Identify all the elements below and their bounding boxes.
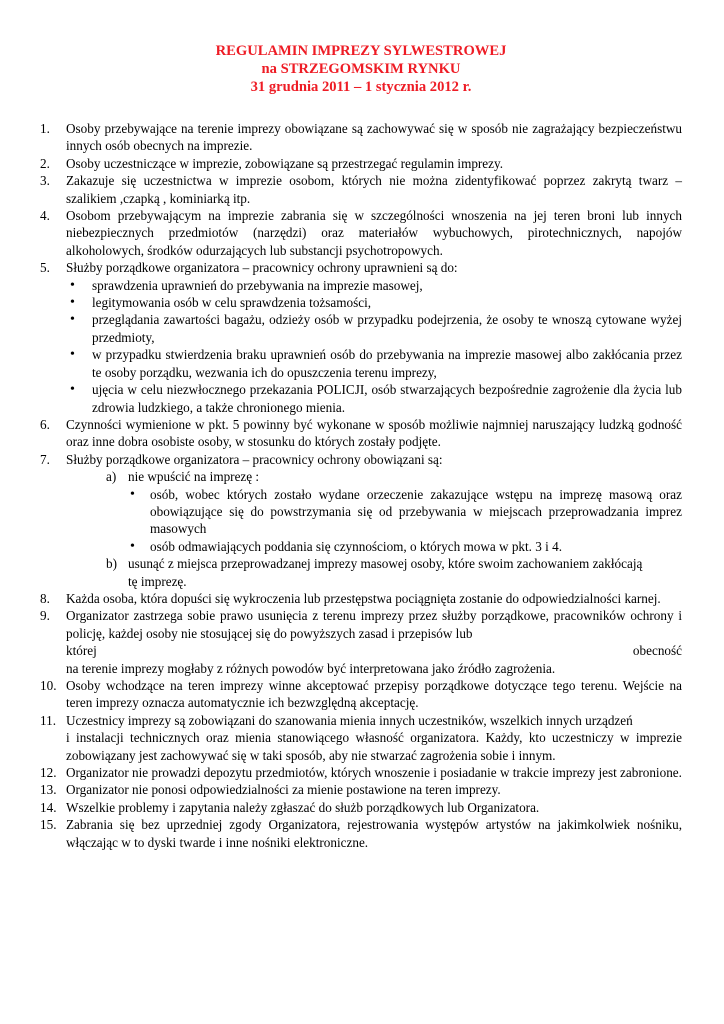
- rule-number: 14.: [40, 799, 57, 815]
- rule-text: na terenie imprezy mogłaby z różnych powodów być interpretowana jako źródło zagrożenia.: [66, 660, 556, 676]
- rule-number: 2.: [40, 155, 50, 171]
- rules-list: [40, 120, 682, 851]
- rule-text: Organizator nie prowadzi depozytu przedmiotów, których wnoszenie i posiadanie w trakcie imprezy jest zabronione.: [66, 765, 682, 781]
- rule-number: 3.: [40, 173, 50, 189]
- rule-number: 12.: [40, 765, 57, 781]
- rule-text: Osoby uczestniczące w imprezie, zobowiązane są przestrzegać regulamin imprezy.: [66, 155, 504, 171]
- sub-text: usunąć z miejsca przeprowadzanej imprezy masowej osoby, które swoim zachowaniem zakłócają: [128, 556, 643, 572]
- rule-text: Zakazuje się uczestnictwa w imprezie osobom, których nie można zidentyfikować poprzez zakrytą twarz – szalikiem ,czapką , kominiarką itp.: [66, 173, 682, 206]
- rule-7: [40, 451, 682, 468]
- rule-text: Służby porządkowe organizatora – pracownicy ochrony obowiązani są:: [66, 451, 443, 467]
- rule-14: [40, 799, 682, 816]
- rule-7-sub-b: [106, 555, 682, 572]
- rule-9: [40, 607, 682, 659]
- title-line-2: na STRZEGOMSKIM RYNKU: [261, 61, 461, 77]
- title-line-1: REGULAMIN IMPREZY SYLWESTROWEJ: [215, 43, 507, 59]
- rule-12: [40, 764, 682, 781]
- rule-number: 1.: [40, 121, 50, 136]
- rule-number: 15.: [40, 817, 57, 833]
- rule-number: 4.: [40, 208, 50, 224]
- rule-4: [40, 207, 682, 259]
- rule-text: Organizator nie ponosi odpowiedzialności za mienie postawione na teren imprezy.: [66, 782, 501, 798]
- rule-7-a-bullet-1: • osób, wobec których zostało wydane orzeczenie zakazujące wstępu na imprezę masową oraz obowiązujące się do powstrzymania się od przebywania w miejscach przeprowadzania imprez masowych: [128, 486, 682, 538]
- rule-7-a-bullet-2: • osób odmawiających poddania się czynnościom, o których mowa w pkt. 3 i 4.: [128, 538, 682, 555]
- rule-10: [40, 677, 682, 712]
- sub-number: b): [106, 556, 117, 572]
- rule-5-bullet-2: • legitymowania osób w celu sprawdzenia tożsamości,: [66, 294, 682, 311]
- rule-5-bullet-5: • ujęcia w celu niezwłocznego przekazania POLICJI, osób stwarzających bezpośrednie zagrożenie dla życia lub zdrowia ludzkiego, a także chronionego mienia.: [66, 381, 682, 416]
- rule-13: [40, 781, 682, 798]
- sub-text: nie wpuścić na imprezę :: [128, 469, 260, 485]
- title-line-3: 31 grudnia 2011 – 1 stycznia 2012 r.: [250, 79, 472, 95]
- rule-1: [40, 120, 682, 155]
- rule-5: [40, 259, 682, 276]
- rule-text: Każda osoba, która dopuści się wykroczenia lub przestępstwa pociągnięta zostanie do odpowiedzialności karnej.: [66, 590, 661, 606]
- rule-text: Służby porządkowe organizatora – pracownicy ochrony uprawnieni są do:: [66, 260, 458, 276]
- rule-11-continuation: [40, 729, 682, 764]
- rule-number: 5.: [40, 260, 50, 276]
- rule-text: Zabrania się bez uprzedniej zgody Organizatora, rejestrowania występów artystów na jakimkolwiek nośniku, włączając w to dyski twarde i inne nośniki elektroniczne.: [66, 817, 682, 850]
- rule-text: Czynności wymienione w pkt. 5 powinny być wykonane w sposób możliwie najmniej naruszający ludzką godność oraz inne dobra osobiste osoby, w stosunku do których zostały podjęte.: [66, 416, 682, 450]
- rule-7-sub-a: [106, 468, 682, 485]
- rule-5-bullet-4: • w przypadku stwierdzenia braku uprawnień osób do przebywania na imprezie masowej albo zakłócania przez te osoby porządku, wezwania ich do opuszczenia terenu imprezy,: [66, 346, 682, 381]
- rule-number: 11.: [40, 712, 56, 728]
- rule-text: Osoby przebywające na terenie imprezy obowiązane są zachowywać się w sposób nie zagrażający bezpieczeństwu innych osób obecnych na imprezie.: [66, 121, 682, 154]
- rule-6: [40, 416, 682, 451]
- rule-number: 8.: [40, 590, 50, 606]
- rule-number: 6.: [40, 416, 50, 432]
- split-word-left: której: [66, 643, 97, 659]
- rule-text: Organizator zastrzega sobie prawo usunięcia z terenu imprezy przez służby porządkowe, pracowników ochrony i policję, każdej osoby nie stosującej się do powyższych zasad i przepisów lub: [66, 608, 682, 641]
- rule-3: [40, 172, 682, 207]
- rule-number: 10.: [40, 678, 57, 693]
- rule-8: [40, 590, 682, 607]
- rule-7-sub-b-continuation: tę imprezę.: [128, 573, 187, 589]
- rule-15: [40, 816, 682, 851]
- rule-number: 13.: [40, 782, 57, 798]
- document-title: [40, 42, 682, 96]
- rule-11: [40, 712, 682, 729]
- rule-number: 7.: [40, 451, 50, 467]
- rule-text: Uczestnicy imprezy są zobowiązani do szanowania mienia innych uczestników, wszelkich innych urządzeń: [66, 712, 633, 728]
- rule-text: Wszelkie problemy i zapytania należy zgłaszać do służb porządkowych lub Organizatora.: [66, 799, 540, 815]
- rule-2: [40, 155, 682, 172]
- rule-text: Osobom przebywającym na imprezie zabrania się w szczególności wnoszenia na jej teren broni lub innych niebezpiecznych przedmiotów (narzędzi) oraz materiałów wybuchowych, pirotechnicznych, napojów alkoholowych, środków odurzających lub substancji psychotropowych.: [66, 208, 682, 258]
- rule-number: 9.: [40, 608, 50, 624]
- rule-5-bullet-1: • sprawdzenia uprawnień do przebywania na imprezie masowej,: [66, 277, 682, 294]
- rule-9-continuation: [40, 660, 682, 677]
- rule-text: Osoby wchodzące na teren imprezy winne akceptować przepisy porządkowe dotyczące tego terenu. Wejście na teren imprezy oznacza automatycznie ich bezwzględną akceptację.: [66, 678, 682, 711]
- rule-text: i instalacji technicznych oraz mienia stanowiącego własność organizatora. Każdy, kto uczestniczy w imprezie zobowiązany jest zachowywać się w taki sposób, aby nie stwarzać zagrożenia sobie i innym.: [66, 730, 682, 763]
- sub-number: a): [106, 469, 117, 485]
- split-word-right: obecność: [632, 643, 682, 659]
- rule-9-split-line: [66, 642, 682, 659]
- rule-5-bullet-3: • przeglądania zawartości bagażu, odzieży osób w przypadku podejrzenia, że osoby te wnoszą cytowane wyżej przedmioty,: [66, 311, 682, 346]
